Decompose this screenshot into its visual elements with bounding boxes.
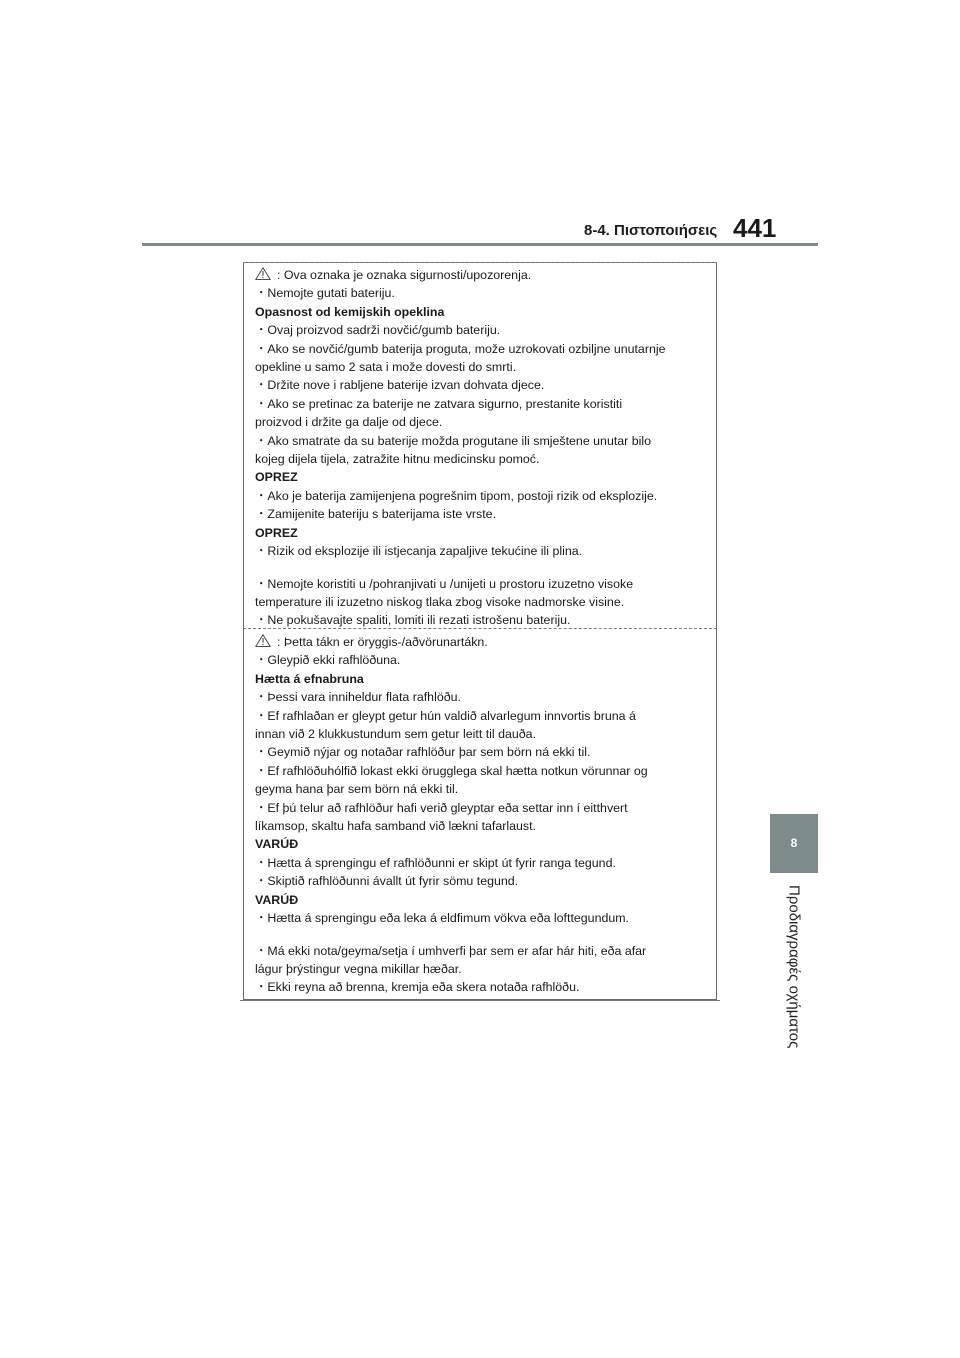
text-line: líkamsop, skaltu hafa samband við lækni tafarlaust.: [255, 819, 536, 834]
text-line: ・Ako se pretinac za baterije ne zatvara sigurno, prestanite koristiti: [255, 396, 623, 411]
symbol-note: : Þetta tákn er öryggis-/aðvörunartákn.: [277, 635, 488, 649]
text-line: ・Skiptið rafhlöðunni ávallt út fyrir sömu tegund.: [255, 874, 519, 889]
heading: OPREZ: [255, 470, 298, 485]
croatian-section: [255, 266, 707, 630]
symbol-note-row: [255, 266, 707, 284]
text-line: ・Ako smatrate da su baterije možda progutane ili smještene unutar bilo: [255, 433, 652, 448]
text-line: ・Má ekki nota/geyma/setja í umhverfi þar sem er afar hár hiti, eða afar: [255, 943, 647, 958]
header-rule: [142, 243, 818, 246]
text-line: ・Hætta á sprengingu ef rafhlöðunni er skipt út fyrir ranga tegund.: [255, 855, 616, 870]
text-line: lágur þrýstingur vegna mikillar hæðar.: [255, 961, 462, 976]
text-line: ・Hætta á sprengingu eða leka á eldfimum vökva eða lofttegundum.: [255, 911, 630, 926]
text-line: ・Ovaj proizvod sadrži novčić/gumb bateriju.: [255, 323, 501, 338]
section-title: 8-4. Πιστοποιήσεις: [584, 222, 718, 239]
box-top-rule: [243, 262, 717, 263]
text-line: ・Ef þú telur að rafhlöður hafi verið gleyptar eða settar inn í eitthvert: [255, 800, 628, 815]
chapter-label: [769, 885, 819, 1085]
text-line: ・Ef rafhlaðan er gleypt getur hún valdið alvarlegum innvortis bruna á: [255, 708, 636, 723]
text-line: ・Zamijenite bateriju s baterijama iste vrste.: [255, 507, 497, 522]
box-bottom-rule: [240, 1000, 720, 1001]
text-line: ・Geymið nýjar og notaðar rafhlöður þar sem börn ná ekki til.: [255, 745, 591, 760]
text-line: temperature ili izuzetno niskog tlaka zbog visoke nadmorske visine.: [255, 594, 625, 609]
heading: VARÚÐ: [255, 892, 299, 907]
chapter-tab: 8: [770, 814, 818, 873]
text-line: ・Nemojte gutati bateriju.: [255, 286, 395, 301]
text-line: geyma hana þar sem börn ná ekki til.: [255, 782, 459, 797]
icelandic-section: [255, 633, 707, 997]
text-line: ・Ako je baterija zamijenjena pogrešnim tipom, postoji rizik od eksplozije.: [255, 488, 658, 503]
symbol-note: : Ova oznaka je oznaka sigurnosti/upozorenja.: [277, 268, 532, 282]
warning-triangle-icon: [255, 267, 271, 280]
text-line: ・Ne pokušavajte spaliti, lomiti ili rezati istrošenu bateriju.: [255, 613, 571, 628]
text-line: ・Ekki reyna að brenna, kremja eða skera notaða rafhlöðu.: [255, 980, 580, 995]
chapter-label-text: Προδιαγραφές οχήματος: [785, 885, 803, 1049]
text-line: opekline u samo 2 sata i može dovesti do smrti.: [255, 360, 517, 375]
text-line: ・Držite nove i rabljene baterije izvan dohvata djece.: [255, 378, 545, 393]
text-line: ・Nemojte koristiti u /pohranjivati u /unijeti u prostoru izuzetno visoke: [255, 576, 634, 591]
text-line: ・Ako se novčić/gumb baterija proguta, može uzrokovati ozbiljne unutarnje: [255, 341, 666, 356]
text-line: innan við 2 klukkustundum sem getur leitt til dauða.: [255, 727, 537, 742]
symbol-note-row: [255, 633, 707, 651]
heading: VARÚÐ: [255, 837, 299, 852]
text-line: ・Þessi vara inniheldur flata rafhlöðu.: [255, 690, 461, 705]
page-number: 441: [733, 213, 777, 243]
text-line: kojeg dijela tijela, zatražite hitnu medicinsku pomoć.: [255, 452, 540, 467]
text-line: ・Rizik od eksplozije ili istjecanja zapaljive tekućine ili plina.: [255, 544, 583, 559]
heading: Opasnost od kemijskih opeklina: [255, 304, 445, 319]
text-line: ・Ef rafhlöðuhólfið lokast ekki örugglega skal hætta notkun vörunnar og: [255, 763, 648, 778]
heading: OPREZ: [255, 525, 298, 540]
text-line: ・Gleypið ekki rafhlöðuna.: [255, 653, 401, 668]
warning-triangle-icon: [255, 634, 271, 647]
heading: Hætta á efnabruna: [255, 671, 364, 686]
text-line: proizvod i držite ga dalje od djece.: [255, 415, 443, 430]
